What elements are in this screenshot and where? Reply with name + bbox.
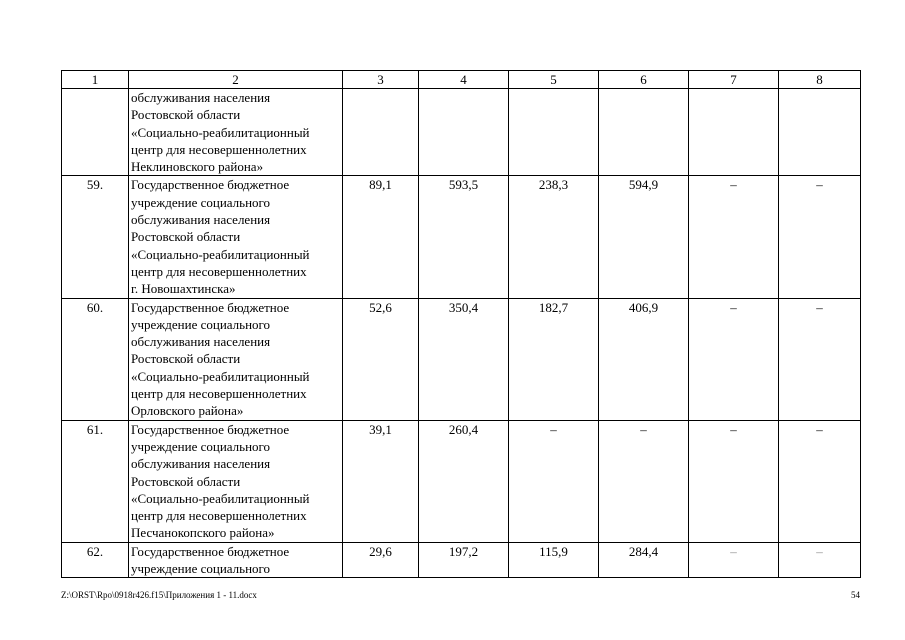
name-line: центр для несовершеннолетних xyxy=(131,508,307,524)
institution-name-cell xyxy=(129,420,343,542)
name-line: Государственное бюджетное xyxy=(131,299,290,315)
row-number-cell: 61. xyxy=(62,420,129,542)
name-line: учреждение социального xyxy=(131,438,271,454)
name-line: «Социально-реабилитационный xyxy=(131,368,310,384)
header-col-6: 6 xyxy=(599,71,689,89)
name-line: обслуживания населения xyxy=(131,334,271,350)
value-cell-col-4: 350,4 xyxy=(419,298,509,420)
value-cell-col-4: 593,5 xyxy=(419,176,509,298)
value-cell-col-8: – xyxy=(779,542,861,578)
value-cell xyxy=(419,89,509,176)
name-line: Ростовской области xyxy=(131,229,241,245)
name-line: Ростовской области xyxy=(131,351,241,367)
name-line: Государственное бюджетное xyxy=(131,177,290,193)
name-line: Ростовской области xyxy=(131,107,241,123)
value-cell-col-3: 89,1 xyxy=(343,176,419,298)
name-line: «Социально-реабилитационный xyxy=(131,124,310,140)
name-line: «Социально-реабилитационный xyxy=(131,490,310,506)
table-row-61 xyxy=(62,420,861,542)
row-number-cell: 59. xyxy=(62,176,129,298)
value-cell-col-7: – xyxy=(689,542,779,578)
footer-file-path: Z:\ORST\Rpo\0918r426.f15\Приложения 1 - 11.docx xyxy=(61,590,257,600)
table-row-62 xyxy=(62,542,861,578)
name-line: Государственное бюджетное xyxy=(131,543,290,559)
institution-name-cell xyxy=(129,298,343,420)
name-line: центр для несовершеннолетних xyxy=(131,386,307,402)
value-cell-col-5: 182,7 xyxy=(509,298,599,420)
header-col-3: 3 xyxy=(343,71,419,89)
name-line: обслуживания населения xyxy=(131,456,271,472)
header-col-1: 1 xyxy=(62,71,129,89)
value-cell xyxy=(689,89,779,176)
appendix-table xyxy=(61,70,861,578)
name-line: центр для несовершеннолетних xyxy=(131,141,307,157)
name-line: учреждение социального xyxy=(131,316,271,332)
value-cell xyxy=(779,89,861,176)
header-col-4: 4 xyxy=(419,71,509,89)
value-cell-col-4: 197,2 xyxy=(419,542,509,578)
value-cell-col-3: 39,1 xyxy=(343,420,419,542)
name-line: обслуживания населения xyxy=(131,212,271,228)
header-col-2: 2 xyxy=(129,71,343,89)
header-row xyxy=(62,71,861,89)
name-line: г. Новошахтинска» xyxy=(131,281,236,297)
name-line: «Социально-реабилитационный xyxy=(131,246,310,262)
name-line: Неклиновского района» xyxy=(131,159,264,175)
table-row-continued xyxy=(62,89,861,176)
value-cell-col-8: – xyxy=(779,298,861,420)
name-line: центр для несовершеннолетних xyxy=(131,263,307,279)
header-col-5: 5 xyxy=(509,71,599,89)
institution-name-cell xyxy=(129,176,343,298)
name-line: обслуживания населения xyxy=(131,90,271,105)
value-cell-col-6: 406,9 xyxy=(599,298,689,420)
name-line: учреждение социального xyxy=(131,194,271,210)
value-cell-col-5: 238,3 xyxy=(509,176,599,298)
value-cell-col-5: – xyxy=(509,420,599,542)
value-cell xyxy=(599,89,689,176)
header-col-7: 7 xyxy=(689,71,779,89)
value-cell-col-6: 284,4 xyxy=(599,542,689,578)
name-line: Ростовской области xyxy=(131,473,241,489)
row-number-cell xyxy=(62,89,129,176)
value-cell xyxy=(509,89,599,176)
value-cell-col-7: – xyxy=(689,298,779,420)
footer-page-number: 54 xyxy=(851,590,860,600)
name-line: Орловского района» xyxy=(131,403,244,419)
header-col-8: 8 xyxy=(779,71,861,89)
value-cell-col-3: 52,6 xyxy=(343,298,419,420)
value-cell-col-5: 115,9 xyxy=(509,542,599,578)
row-number-cell: 60. xyxy=(62,298,129,420)
row-number-cell: 62. xyxy=(62,542,129,578)
name-line: Песчанокопского района» xyxy=(131,525,275,541)
value-cell-col-4: 260,4 xyxy=(419,420,509,542)
value-cell-col-7: – xyxy=(689,420,779,542)
name-line: Государственное бюджетное xyxy=(131,421,290,437)
value-cell-col-6: 594,9 xyxy=(599,176,689,298)
value-cell-col-8: – xyxy=(779,420,861,542)
institution-name-cell xyxy=(129,89,343,176)
table-row-59 xyxy=(62,176,861,298)
name-line: учреждение социального xyxy=(131,561,271,577)
institution-name-cell xyxy=(129,542,343,578)
value-cell-col-8: – xyxy=(779,176,861,298)
table-row-60 xyxy=(62,298,861,420)
value-cell xyxy=(343,89,419,176)
value-cell-col-7: – xyxy=(689,176,779,298)
value-cell-col-3: 29,6 xyxy=(343,542,419,578)
value-cell-col-6: – xyxy=(599,420,689,542)
